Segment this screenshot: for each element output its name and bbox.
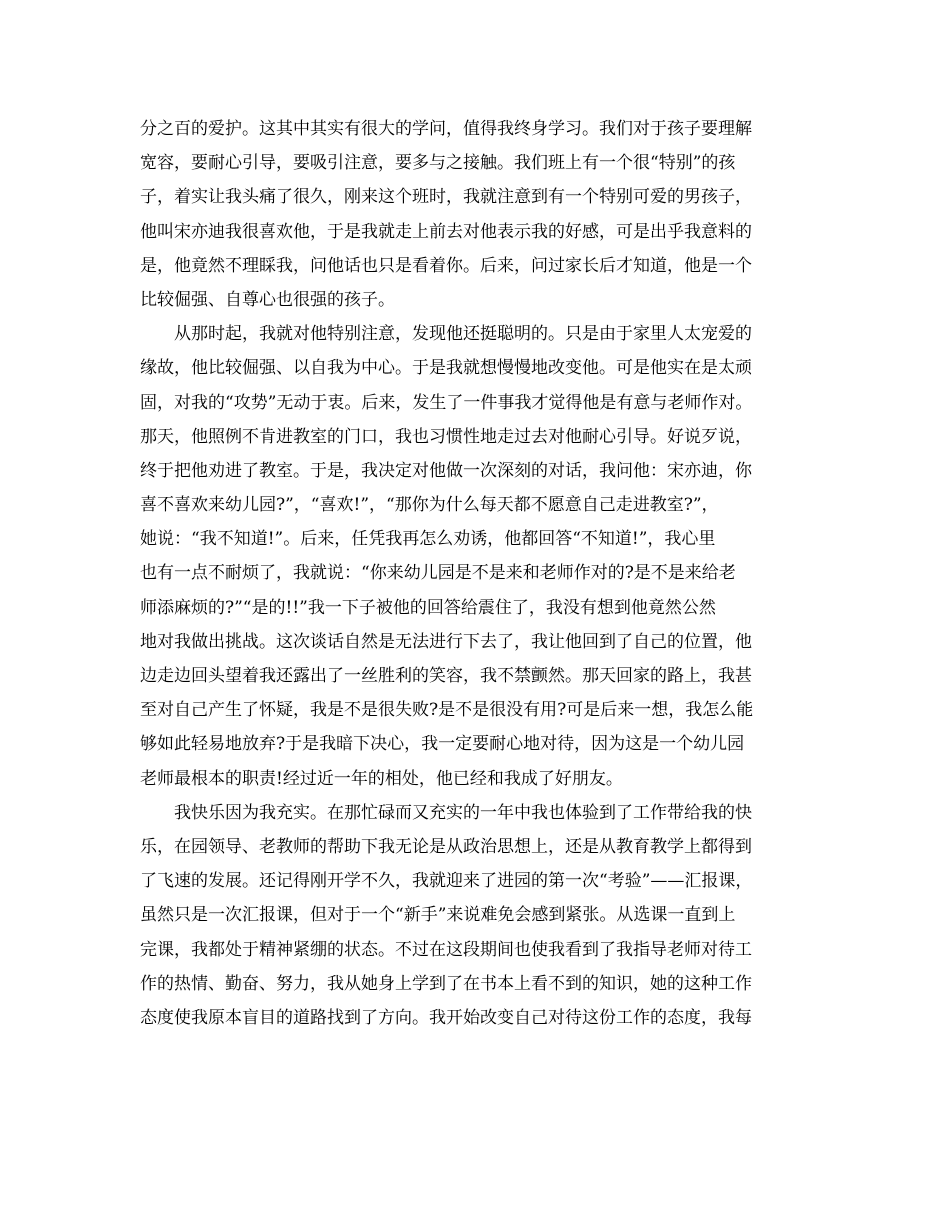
text-line: 缘故，他比较倔强、以自我为中心。于是我就想慢慢地改变他。可是他实在是太顽 bbox=[140, 358, 752, 379]
text-line: 了飞速的发展。还记得刚开学不久，我就迎来了进园的第一次“考验”——汇报课， bbox=[140, 871, 753, 892]
text-line: 喜不喜欢来幼儿园?”，“喜欢!”，“那你为什么每天都不愿意自己走进教室?”， bbox=[140, 495, 719, 516]
text-line: 固，对我的“攻势”无动于衷。后来，发生了一件事我才觉得他是有意与老师作对。 bbox=[140, 392, 753, 413]
text-line: 从那时起，我就对他特别注意，发现他还挺聪明的。只是由于家里人太宠爱的 bbox=[140, 324, 752, 345]
text-line: 地对我做出挑战。这次谈话自然是无法进行下去了，我让他回到了自己的位置，他 bbox=[140, 631, 752, 652]
text-line: 至对自己产生了怀疑，我是不是很失败?是不是很没有用?可是后来一想，我怎么能 bbox=[140, 700, 754, 721]
text-line: 作的热情、勤奋、努力，我从她身上学到了在书本上看不到的知识，她的这种工作 bbox=[140, 973, 752, 994]
text-line: 态度使我原本盲目的道路找到了方向。我开始改变自己对待这份工作的态度，我每 bbox=[140, 1007, 752, 1028]
text-line: 子，着实让我头痛了很久，刚来这个班时，我就注意到有一个特别可爱的男孩子， bbox=[140, 187, 752, 208]
text-line: 完课，我都处于精神紧绷的状态。不过在这段期间也使我看到了我指导老师对待工 bbox=[140, 939, 752, 960]
text-line: 那天，他照例不肯进教室的门口，我也习惯性地走过去对他耐心引导。好说歹说， bbox=[140, 426, 752, 447]
text-line: 师添麻烦的?”“是的!!”我一下子被他的回答给震住了，我没有想到他竟然公然 bbox=[140, 597, 716, 618]
text-line: 也有一点不耐烦了，我就说：“你来幼儿园是不是来和老师作对的?是不是来给老 bbox=[140, 563, 736, 584]
text-line: 她说：“我不知道!”。后来，任凭我再怎么劝诱，他都回答“不知道!”，我心里 bbox=[140, 529, 716, 550]
text-line: 他叫宋亦迪我很喜欢他，于是我就走上前去对他表示我的好感，可是出乎我意料的 bbox=[140, 221, 752, 242]
text-line: 乐，在园领导、老教师的帮助下我无论是从政治思想上，还是从教育教学上都得到 bbox=[140, 836, 752, 857]
text-line: 宽容，要耐心引导，要吸引注意，要多与之接触。我们班上有一个很“特别”的孩 bbox=[140, 153, 736, 174]
text-line: 比较倔强、自尊心也很强的孩子。 bbox=[140, 289, 395, 310]
text-line: 够如此轻易地放弃?于是我暗下决心，我一定要耐心地对待，因为这是一个幼儿园 bbox=[140, 734, 745, 755]
text-line: 老师最根本的职责!经过近一年的相处，他已经和我成了好朋友。 bbox=[140, 768, 623, 789]
body-text bbox=[140, 112, 830, 1035]
text-line: 我快乐因为我充实。在那忙碌而又充实的一年中我也体验到了工作带给我的快 bbox=[140, 802, 752, 823]
text-line: 虽然只是一次汇报课，但对于一个“新手”来说难免会感到紧张。从选课一直到上 bbox=[140, 905, 736, 926]
text-line: 边走边回头望着我还露出了一丝胜利的笑容，我不禁颤然。那天回家的路上，我甚 bbox=[140, 666, 752, 686]
text-line: 是，他竟然不理睬我，问他话也只是看着你。后来，问过家长后才知道，他是一个 bbox=[140, 255, 752, 276]
text-line: 终于把他劝进了教室。于是，我决定对他做一次深刻的对话，我问他：宋亦迪，你 bbox=[140, 460, 752, 481]
text-line: 分之百的爱护。这其中其实有很大的学问，值得我终身学习。我们对于孩子要理解 bbox=[140, 119, 752, 139]
